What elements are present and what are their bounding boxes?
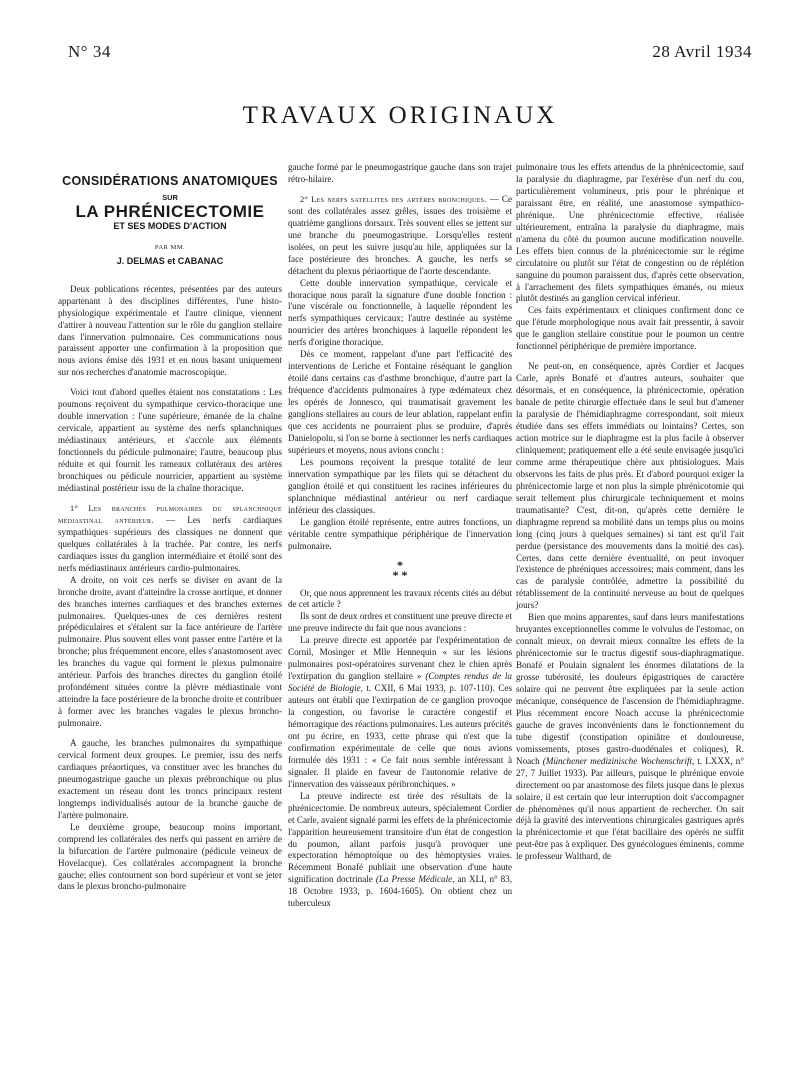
paragraph: Ne peut-on, en conséquence, après Cordier et Jacques Carle, après Bonafé et d'autres auteurs, souhaiter que désormais, et en conséquence, la phrénicectomie, opération banale de petite chirurgie effectuée dans le seul but d'amener la paralysie de l'hémidiaphragme correspondant, soit mieux étudiée dans ses effets immédiats ou lointains? Certes, son action motrice sur le diaphragme est la plus facile à observer cliniquement; pratiquement elle a été seule envisagée jusqu'ici comme arme thérapeutique chère aux phtisiologues. Mais observons les faits de plus près. Et d'abord pourquoi exiger la phrénicectomie large et non plus la simple phrénicotomie qui serait tellement plus chirurgicale techniquement et moins traumatisante? C'est, dit-on, qu'après cette dernière le diaphragme reprend sa mobilité dans un temps plus ou moins long (cinq jours à quelques semaines) si tant est qu'il l'ait perdue (persistance des mouvements dans la moitié des cas). Certes, dans cette dernière éventualité, on peut invoquer l'existence de phréniques accessoires; mais comment, dans les cas de paralysie contrôlée, admettre la possibilité du rétablissement de la continuité nerveuse au bout de quelques jours?: [516, 361, 744, 611]
paragraph: Deux publications récentes, présentées par des auteurs appartenant à des disciplines différentes, l'une histo-physiologique expérimentale et l'autre clinique, viennent d'attirer à nouveau l'attention sur le rôle du ganglion stellaire dans l'innervation pulmonaire. Ces communications nous paraissent apporter une confirmation à la proposition que nous avions émise dès 1931 et en nous basant uniquement sur nos recherches d'anatomie macroscopique.: [58, 283, 282, 378]
paragraph: Dès ce moment, rappelant d'une part l'efficacité des interventions de Leriche et Fontaine réséquant le ganglion étoilé dans certains cas d'asthme bronchique, d'autre part la fréquence d'accidents pulmonaires à type œdémateux chez les opérés de Jonnesco, qui traumatisait gravement les ganglions stellaires au cours de leur ablation, rappelant enfin que ces accidents ne pourraient plus se produire, d'après Danielopolu, si l'on se borne à sectionner les nerfs cardiaques supérieurs et moyens, nous avions conclu :: [288, 349, 512, 455]
article-title-line1: CONSIDÉRATIONS ANATOMIQUES: [62, 174, 278, 188]
paragraph-text: La preuve directe est apportée par l'expérimentation de Cornil, Mosinger et Mlle Hennequin « sur les lésions pulmonaires post-opératoires survenant chez le chien après l'extirpation du ganglion stellaire »: [288, 635, 512, 682]
paragraph-text: — Les nerfs cardiaques sympathiques supérieurs des classiques ne donnent que quelques collatérales à la trachée. Par contre, les nerfs cardiaques issus du ganglion intermédiaire et étoilé sont des nerfs médiastinaux antérieurs cardio-pulmonaires.: [58, 514, 282, 573]
column-3: [516, 162, 744, 863]
paragraph: Le deuxième groupe, beaucoup moins important, comprend les collatérales des nerfs qui passent en arrière de la bifurcation de l'artère pulmonaire (pédicule veineux de Hovelacque). Ces collatérales accompagnent la bronche gauche; elles contournent son bord supérieur et vont se jeter dans le plexus broncho-pulmonaire: [58, 821, 282, 892]
paragraph: pulmonaire tous les effets attendus de la phrénicectomie, sauf la paralysie du diaphragme, par l'exérèse d'un nerf du cou, particulièrement volumineux, pris pour le phrénique et paraissant être, en réalité, une anastomose sympathico-phrénique. Une phrénicectomie effective, réalisée ultérieurement, entraîna la paralysie du diaphragme, mais n'amena du côté du poumon aucune modification nouvelle. Les effets bien connus de la phrénicectomie sur le régime circulatoire ou plutôt sur l'état de congestion ou de réplétion sanguine du poumon paraissent dus, d'après cette observation, à l'arrachement des filets sympathiques émanés, ou mieux plutôt destinés au ganglion cervical inférieur.: [516, 162, 744, 304]
paragraph: Ils sont de deux ordres et constituent une preuve directe et une preuve indirecte du fait que nous avancions :: [288, 611, 512, 634]
paragraph: [288, 194, 512, 278]
citation: (Comptes rendus de la Société de Biologie,: [288, 671, 512, 694]
column-2: [288, 162, 512, 910]
paragraph-text: t. CXII, 6 Mai 1933, p. 107-110). Ces auteurs ont établi que l'extirpation de ce ganglion provoque la congestion, ou favorise le caractère congestif et hémorragique des réactions pulmonaires. Les auteurs précités ont pu écrire, en 1933, cette phrase qui n'est que la confirmation expérimentale de celle que nous avions formulée dès 1931 : « Ce fait nous semble intéressant à signaler. Il plaide en faveur de l'autonomie relative de l'innervation des vaisseaux péribronchiques. »: [288, 683, 512, 789]
paragraph-text: t. LXXX, n° 27, 7 Juillet 1933). Par ailleurs, puisque le phrénique envoie directement ou par anastomose des filets jusque dans le plexus solaire, il est certain que leur interruption doit s'accompagner de phénomènes qu'il nous appartient de rechercher. On sait déjà la gravité des interventions chirurgicales gastriques après la phrénicectomie et que l'état bacillaire des opérés ne suffit peut-être pas à expliquer. Des gynécologues éminents, comme le professeur Walthard, de: [516, 755, 744, 862]
paragraph-text: — Ce sont des collatérales assez grêles, issues des troisième et quatrième ganglions dorsaux. Très souvent elles se jettent sur une branche du pneumogastrique. Lorsqu'elles restent isolées, on peut les suivre jusqu'au hile, appliquées sur la face postérieure des bronches. A gauche, les nerfs se détachent du plexus périaortique de l'aorte descendante.: [288, 193, 513, 276]
paragraph: [288, 635, 512, 790]
paragraph: Ces faits expérimentaux et cliniques confirment donc ce que l'étude morphologique nous avait fait pressentir, à savoir que le ganglion stellaire constitue pour le poumon un centre fonctionnel périphérique de première importance.: [516, 305, 744, 352]
paragraph-text: Bien que moins apparentes, sauf dans leurs manifestations bruyantes exceptionnelles comme le volvulus de l'estomac, on connaît mieux, on devrait mieux connaître les effets de la phrénicectomie sur le tractus digestif sous-diaphragmatique. Bonafé et Poulain signalent les énormes dilatations de la grosse tubérosité, les douleurs épigastriques de caractère solaire qui ne peuvent être expliquées par la seule action mécanique, conséquence de l'ascension de l'hémidiaphragme. Plus récemment encore Noach accuse la phrénicectomie gauche de graves inconvénients dans le fonctionnement du tube digestif (constipation opiniâtre et douloureuse, vomissements, ptoses gastro-duodénales et coliques), R. Noach: [516, 612, 744, 766]
issue-date: 28 Avril 1934: [652, 42, 752, 61]
article-heading: [58, 176, 282, 268]
article-title-sur: SUR: [162, 192, 178, 202]
article-authors: J. DELMAS et CABANAC: [116, 255, 224, 266]
article-par: PAR MM.: [154, 243, 186, 251]
article-subtitle: ET SES MODES D'ACTION: [113, 220, 227, 231]
paragraph: A gauche, les branches pulmonaires du sympathique cervical forment deux groupes. Le premier, issu des nerfs cardiaques préaortiques, va constituer avec les branches du pneumogastrique gauche un plexus prébronchique ou plus exactement un réseau dont les troncs principaux restent longtemps individualisés autour de la branche gauche de l'artère pulmonaire.: [58, 738, 282, 820]
paragraph: Or, que nous apprennent les travaux récents cités au début de cet article ?: [288, 587, 512, 610]
citation: (La Presse Médicale,: [375, 874, 455, 885]
paragraph: Voici tout d'abord quelles étaient nos constatations : Les poumons reçoivent du sympathique cervico-thoracique une double innervation : l'une supérieure, émanée de la chaîne cervicale, appartient au système des nerfs splanchniques médiastinaux antérieurs, et s'accole aux éléments fonctionnels du pédicule pulmonaire; l'autre, beaucoup plus réduite et qui fournit les rameaux collatéraux des artères bronchiques ou pédicule nourricier, appartient au système médiastinal postérieur issu de la chaîne thoracique.: [58, 387, 282, 493]
paragraph-text: La preuve indirecte est tirée des résultats de la phrénicectomie. De nombreux auteurs, spécialement Cordier et Carle, avaient signalé parmi les effets de la phrénicectomie l'apparition heureusement transitoire d'un état de congestion du poumon, allant parfois jusqu'à provoquer une expectoration hémoptoïque ou des hémoptysies vraies. Récemment Bonafé publiait une observation d'une haute signification doctrinale: [288, 790, 512, 885]
paragraph: [58, 503, 282, 575]
citation: (Münchener medizinische Wochenschrift,: [542, 755, 695, 766]
paragraph: gauche formé par le pneumogastrique gauche dans son trajet rétro-hilaire.: [288, 162, 512, 184]
paragraph-text: an XLI, n° 83, 18 Octobre 1933, p. 1604-1605). On obtient chez un tuberculeux: [288, 874, 512, 909]
subheading: 2° Les nerfs satellites des artères bronchiques.: [300, 194, 487, 204]
paragraph: [288, 791, 512, 911]
article-title-main: LA PHRÉNICECTOMIE: [75, 201, 265, 221]
paragraph: Le ganglion étoilé représente, entre autres fonctions, un véritable centre sympathique périphérique de l'innervation pulmonaire.: [288, 516, 512, 551]
section-title: TRAVAUX ORIGINAUX: [242, 102, 558, 129]
paragraph: A droite, on voit ces nerfs se diviser en avant de la bronche droite, avant d'atteindre la crosse aortique, et donner des branches internes cardiaques et des branches externes pulmonaires. Quelques-unes de ces dernières restent prépédiculaires et s'étalent sur la face antérieure de l'artère pulmonaire. Plus souvent elles vont passer entre l'artère et la bronche; plus fréquemment encore, elles s'anastomosent avec les branches du vague qui forment le plexus pulmonaire antérieur. Parfois des branches directes du ganglion étoilé profondément situées contre la plèvre médiastinale vont atteindre la face postérieure de la bronche droite et contribuer à former avec les branches vagales le plexus broncho-pulmonaire.: [58, 574, 282, 729]
issue-number: N° 34: [68, 42, 111, 61]
column-1: [58, 162, 282, 893]
page-header: [68, 42, 752, 64]
paragraph: [516, 612, 744, 863]
paragraph: Les poumons reçoivent la presque totalité de leur innervation sympathique par les filets qui se détachent du ganglion étoilé et qui constituent les racines inférieures du splanchnique médiastinal antérieur ou nerf cardiaque inférieur des classiques.: [288, 456, 512, 515]
paragraph: Cette double innervation sympathique, cervicale et thoracique nous paraît la signature d'une double fonction : l'une viscérale ou fonctionnelle, à laquelle répondent les nerfs sympathiques cervicaux; l'autre destinée au système nourricier des artères bronchiques à laquelle répondent les nerfs d'origine thoracique.: [288, 277, 512, 348]
subheading: 1° Les branches pulmonaires du splanchnique médiastinal antérieur.: [58, 503, 282, 525]
asterism: * * *: [392, 557, 408, 582]
